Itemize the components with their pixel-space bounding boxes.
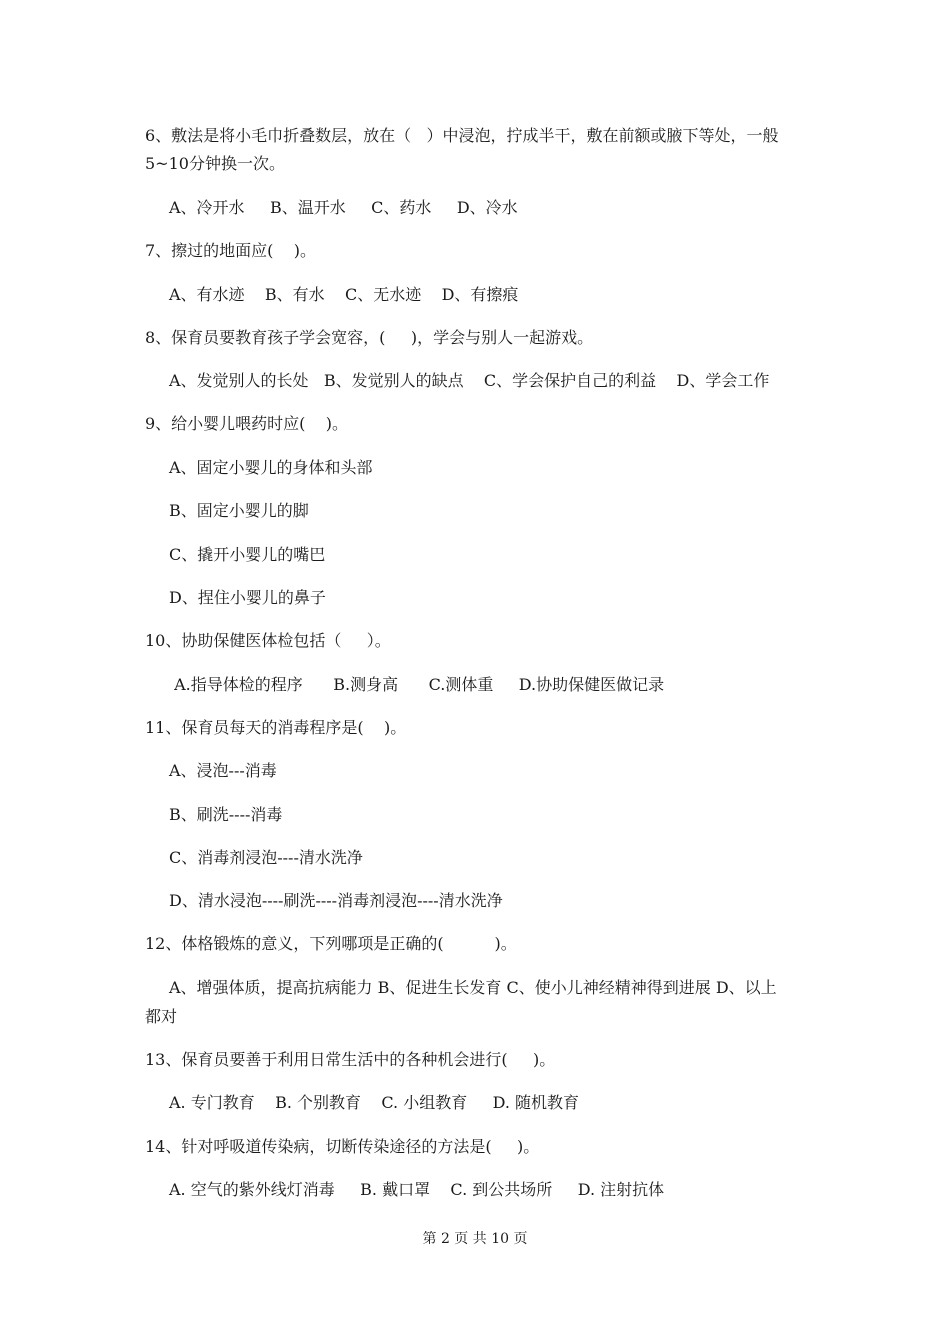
question-10-text: 10、协助保健医体检包括（ ）。	[145, 631, 391, 650]
question-9-option-c: C、撬开小婴儿的嘴巴	[169, 545, 326, 564]
question-12-options-continued: 都对	[145, 1007, 178, 1026]
question-11-option-b: B、刷洗----消毒	[169, 805, 283, 824]
question-6-options: A、冷开水 B、温开水 C、药水 D、冷水	[169, 198, 518, 217]
question-6-text-line1: 6、敷法是将小毛巾折叠数层，放在（ ）中浸泡，拧成半干，敷在前额或腋下等处，一般	[145, 126, 779, 145]
question-14-options: A. 空气的紫外线灯消毒 B. 戴口罩 C. 到公共场所 D. 注射抗体	[169, 1180, 665, 1199]
question-14-text: 14、针对呼吸道传染病，切断传染途径的方法是( )。	[145, 1137, 540, 1156]
question-9-text: 9、给小婴儿喂药时应( )。	[145, 414, 349, 433]
question-8-options: A、发觉别人的长处 B、发觉别人的缺点 C、学会保护自己的利益 D、学会工作	[169, 371, 770, 390]
question-13-text: 13、保育员要善于利用日常生活中的各种机会进行( )。	[145, 1050, 556, 1069]
question-11-option-c: C、消毒剂浸泡----清水洗净	[169, 848, 363, 867]
question-11-option-a: A、浸泡---消毒	[169, 761, 277, 780]
question-7-text: 7、擦过的地面应( )。	[145, 241, 317, 260]
question-12-options: A、增强体质，提高抗病能力 B、促进生长发育 C、使小儿神经精神得到进展 D、以上	[169, 978, 777, 997]
question-9-option-b: B、固定小婴儿的脚	[169, 501, 309, 520]
question-7-options: A、有水迹 B、有水 C、无水迹 D、有擦痕	[169, 285, 519, 304]
question-6-text-line2: 5~10分钟换一次。	[145, 154, 285, 173]
question-10-options: A.指导体检的程序 B.测身高 C.测体重 D.协助保健医做记录	[169, 675, 665, 694]
question-13-options: A. 专门教育 B. 个别教育 C. 小组教育 D. 随机教育	[169, 1093, 580, 1112]
page-number-footer: 第 2 页 共 10 页	[422, 1231, 528, 1247]
question-9-option-d: D、捏住小婴儿的鼻子	[169, 588, 326, 607]
question-9-option-a: A、固定小婴儿的身体和头部	[169, 458, 373, 477]
question-11-text: 11、保育员每天的消毒程序是( )。	[145, 718, 407, 737]
question-11-option-d: D、清水浸泡----刷洗----消毒剂浸泡----清水洗净	[169, 891, 503, 910]
question-8-text: 8、保育员要教育孩子学会宽容，( )，学会与别人一起游戏。	[145, 328, 594, 347]
question-12-text: 12、体格锻炼的意义，下列哪项是正确的( )。	[145, 934, 517, 953]
